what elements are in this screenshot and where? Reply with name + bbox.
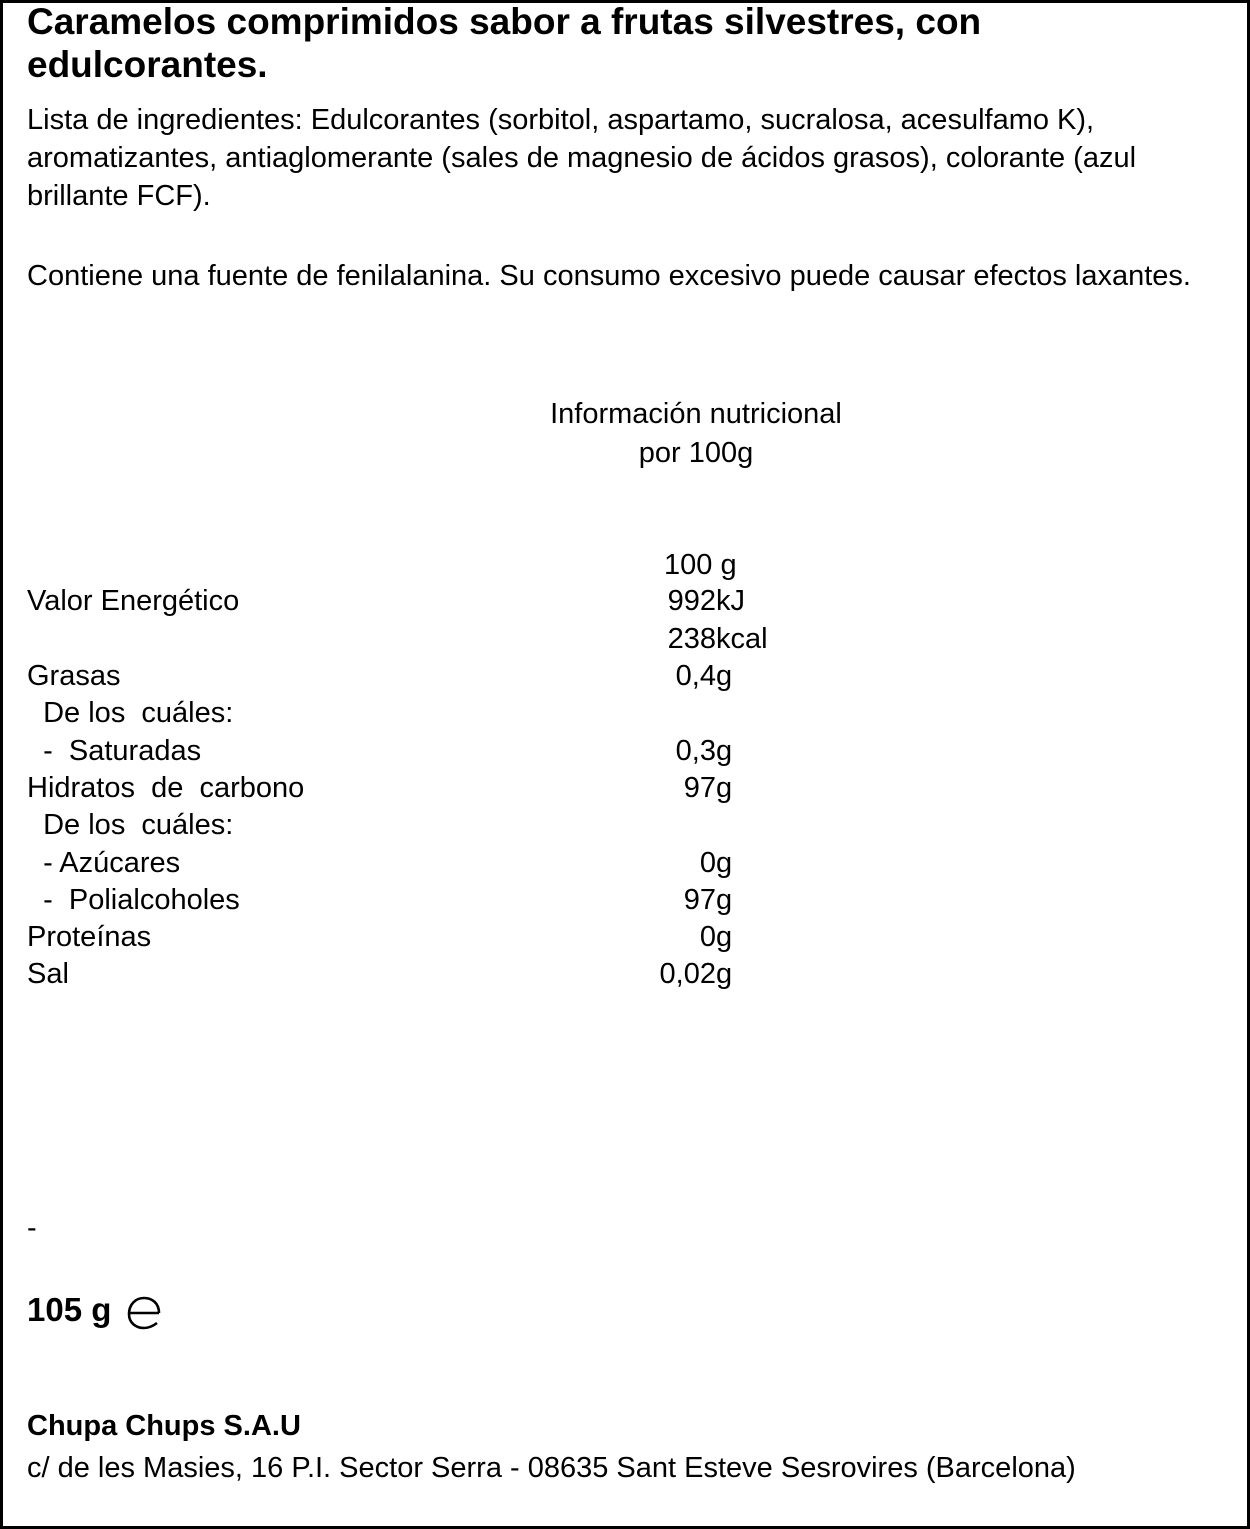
- nutrition-row-label: - Azúcares: [27, 847, 181, 879]
- nutrition-row-value: 0,3: [675, 735, 716, 767]
- nutrition-header-title: Información nutricional: [550, 398, 842, 430]
- phenylalanine-warning: Contiene una fuente de fenilalanina. Su consumo excesivo puede causar efectos laxantes.: [27, 260, 1191, 292]
- nutrition-row-unit: g: [716, 958, 733, 990]
- ingredients-list: Lista de ingredientes: Edulcorantes (sorbitol, aspartamo, sucralosa, acesulfamo K), aromatizantes, antiaglomerante (sales de magnesio de ácidos grasos), colorante (azul brillante FCF).: [27, 104, 1137, 212]
- nutrition-column-header: 100 g: [664, 549, 737, 581]
- manufacturer-name: Chupa Chups S.A.U: [27, 1410, 301, 1442]
- nutrition-row-unit: g: [716, 660, 733, 692]
- nutrition-row-value: 97: [683, 772, 716, 804]
- nutrition-row-label: Grasas: [27, 660, 121, 692]
- nutrition-header-basis: por 100g: [638, 437, 754, 469]
- nutrition-row-label: De los cuáles:: [27, 697, 234, 729]
- nutrition-row-label: Sal: [27, 958, 69, 990]
- manufacturer-address: c/ de les Masies, 16 P.I. Sector Serra - 08635 Sant Esteve Sesrovires (Barcelona): [27, 1452, 1076, 1484]
- nutrition-row-unit: g: [716, 884, 733, 916]
- nutrition-row-unit: g: [716, 735, 733, 767]
- product-title: Caramelos comprimidos sabor a frutas silvestres, con edulcorantes.: [27, 1, 982, 85]
- nutrition-row-unit: g: [716, 772, 733, 804]
- nutrition-row-value: 0: [699, 921, 716, 953]
- nutrition-row-unit: g: [716, 921, 733, 953]
- energy-label: Valor Energético: [27, 585, 240, 617]
- nutrition-row-label: Proteínas: [27, 921, 152, 953]
- net-weight: 105 g: [27, 1291, 112, 1328]
- energy-kcal-value: 238: [667, 623, 716, 655]
- nutrition-row-label: Hidratos de carbono: [27, 772, 305, 804]
- nutrition-row-value: 0,02: [659, 958, 716, 990]
- energy-kcal-unit: kcal: [716, 623, 768, 655]
- nutrition-row-value: 0,4: [675, 660, 716, 692]
- separator-dash: -: [27, 1212, 37, 1244]
- nutrition-row-label: - Saturadas: [27, 735, 202, 767]
- e-mark-icon: [125, 1295, 163, 1331]
- energy-kj-value: 992: [667, 585, 716, 617]
- nutrition-row-label: De los cuáles:: [27, 809, 234, 841]
- nutrition-header: [0, 395, 1250, 473]
- nutrition-row-label: - Polialcoholes: [27, 884, 240, 916]
- nutrition-row-unit: g: [716, 847, 733, 879]
- nutrition-row-value: 0: [699, 847, 716, 879]
- energy-kj-unit: kJ: [716, 585, 745, 617]
- nutrition-row-value: 97: [683, 884, 716, 916]
